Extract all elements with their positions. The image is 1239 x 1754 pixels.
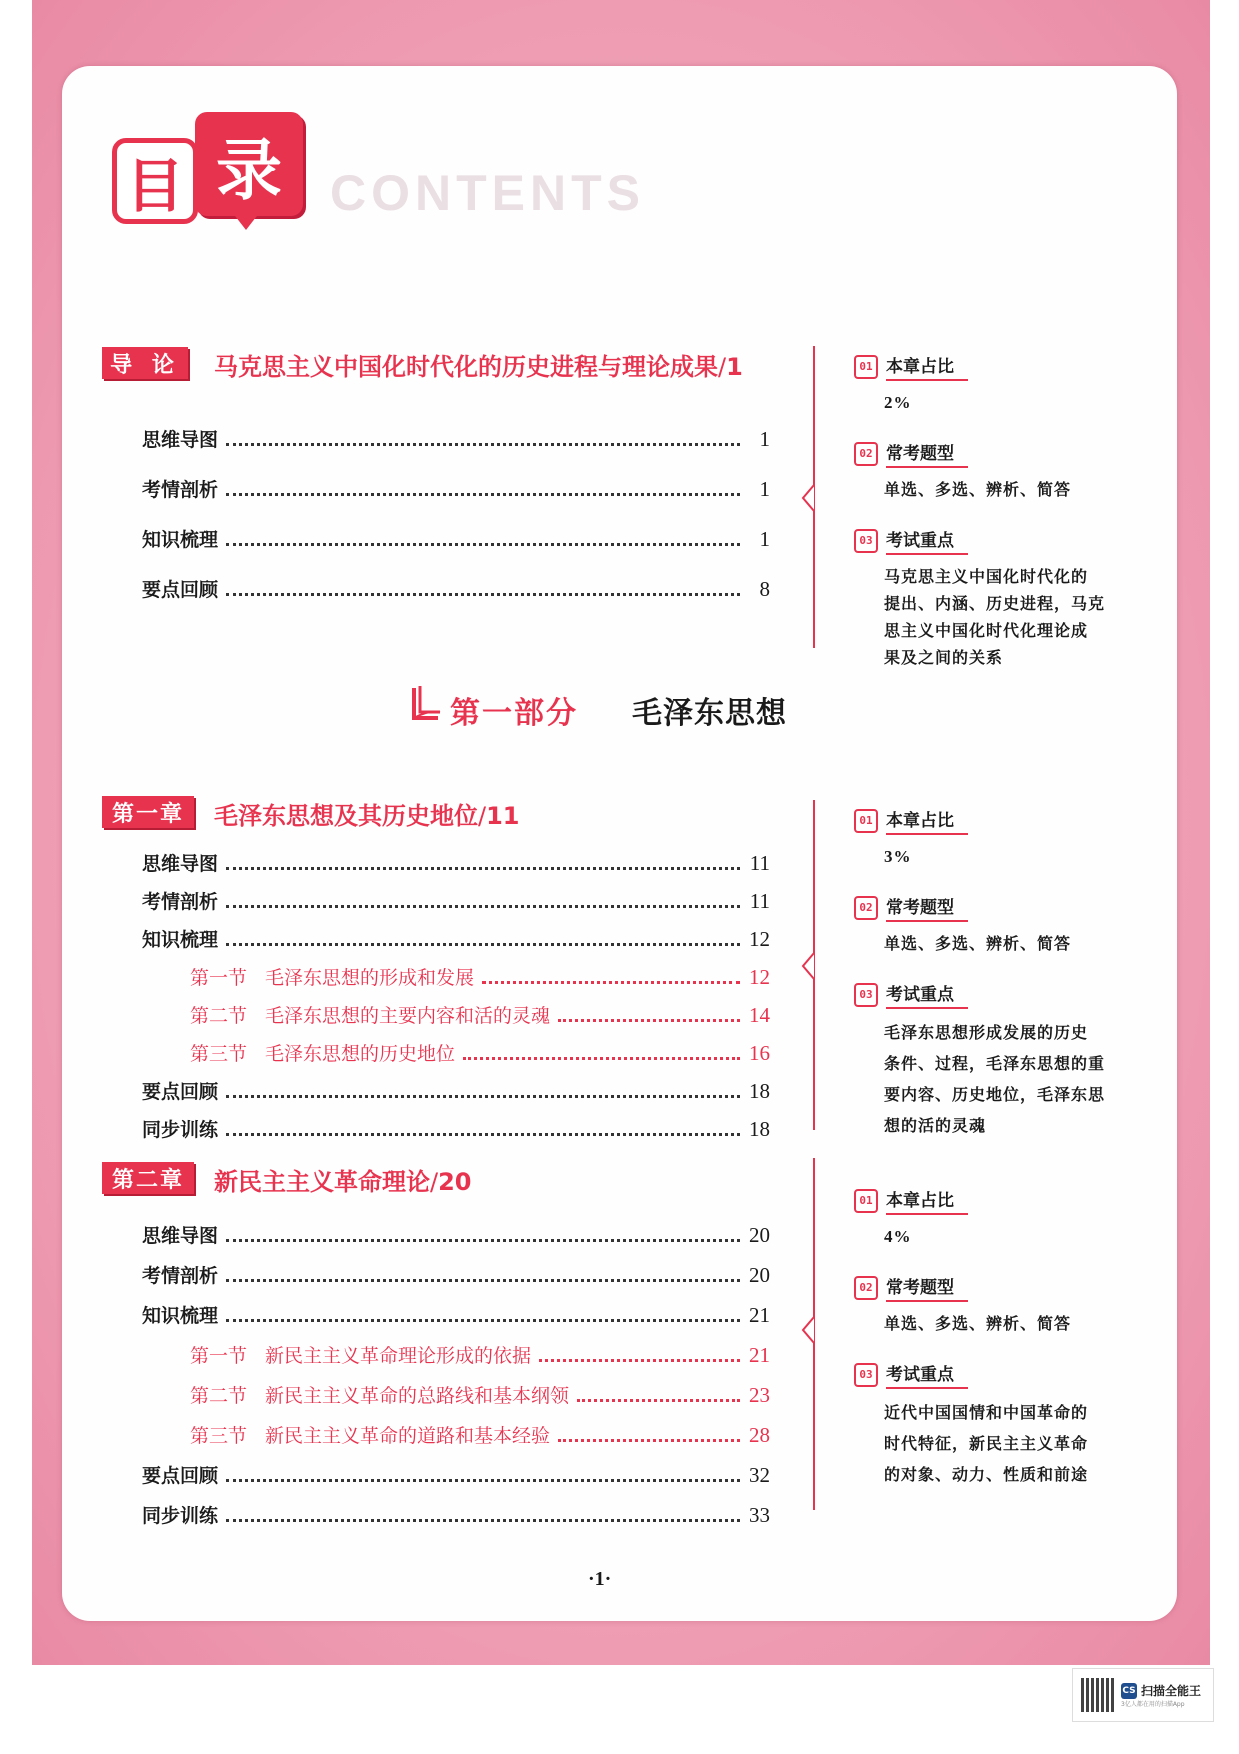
toc-label: 考情剖析 <box>142 891 219 913</box>
title-mu-box <box>112 138 198 224</box>
focus-line: 的对象、动力、性质和前途 <box>884 1465 1089 1484</box>
toc-page: 11 <box>749 851 770 875</box>
badge-01-icon: 01 <box>854 809 878 833</box>
scanner-watermark <box>1072 1668 1214 1722</box>
part-name: 毛泽东思想 <box>632 696 787 731</box>
chapter2-tag: 第二章 <box>102 1162 194 1194</box>
section-label: 毛泽东思想的形成和发展 <box>265 967 475 989</box>
focus-line: 想的活的灵魂 <box>884 1116 987 1135</box>
cs-logo-icon: CS <box>1121 1683 1137 1699</box>
chapter-info-panel <box>854 1186 1114 1512</box>
title-lu-box <box>195 112 303 216</box>
types-label: 常考题型 <box>886 439 968 468</box>
chapter2-title[interactable] <box>214 1162 472 1197</box>
toc-page: 23 <box>749 1383 770 1407</box>
title-separator: / <box>718 353 727 381</box>
toc-page: 32 <box>749 1463 770 1487</box>
badge-02-icon: 02 <box>854 1276 878 1300</box>
focus-line: 果及之间的关系 <box>884 648 1004 667</box>
toc-row[interactable] <box>142 574 770 602</box>
leader-dots <box>558 1019 740 1022</box>
focus-label: 考试重点 <box>886 980 968 1009</box>
section-number: 第一节 <box>190 1345 248 1367</box>
scanner-brand <box>1121 1682 1201 1699</box>
focus-line: 近代中国国情和中国革命的 <box>884 1403 1089 1422</box>
chapter1-tag: 第一章 <box>102 796 194 828</box>
focus-line: 思主义中国化时代化理论成 <box>884 621 1089 640</box>
contents-watermark: CONTENTS <box>330 165 645 221</box>
toc-label: 知识梳理 <box>142 929 219 951</box>
leader-dots <box>226 867 740 870</box>
badge-02-icon: 02 <box>854 896 878 920</box>
leader-dots <box>482 981 740 984</box>
chevron-left-icon <box>801 484 815 512</box>
toc-section-row[interactable] <box>190 1000 770 1028</box>
types-value: 单选、多选、辨析、简答 <box>884 934 1072 953</box>
section-number: 第三节 <box>190 1043 248 1065</box>
focus-value <box>884 563 1114 671</box>
chapter-info-panel <box>854 806 1114 1163</box>
leader-dots <box>226 943 740 946</box>
ratio-label: 本章占比 <box>886 806 968 835</box>
toc-section-row[interactable] <box>190 962 770 990</box>
chevron-left-icon <box>801 1316 815 1344</box>
chapter1-title-page: 11 <box>486 802 520 830</box>
toc-page: 12 <box>749 927 770 951</box>
chapter-info-panel <box>854 352 1114 693</box>
intro-title-text: 马克思主义中国化时代化的历史进程与理论成果 <box>214 353 718 381</box>
toc-page: 11 <box>749 889 770 913</box>
section-label: 毛泽东思想的主要内容和活的灵魂 <box>265 1005 551 1027</box>
intro-tag: 导 论 <box>102 347 188 379</box>
toc-label: 要点回顾 <box>142 579 219 601</box>
toc-row[interactable] <box>142 886 770 914</box>
chapter2-title-page: 20 <box>438 1168 472 1196</box>
ratio-label: 本章占比 <box>886 352 968 381</box>
leader-dots <box>226 443 740 446</box>
section-label: 新民主主义革命的总路线和基本纲领 <box>265 1385 570 1407</box>
toc-page: 20 <box>749 1223 770 1247</box>
toc-page: 33 <box>749 1503 770 1527</box>
toc-label: 考情剖析 <box>142 479 219 501</box>
intro-title-page: 1 <box>726 353 743 381</box>
leader-dots <box>226 1479 740 1482</box>
toc-label: 思维导图 <box>142 853 219 875</box>
types-heading <box>854 439 1114 468</box>
chevron-left-icon <box>801 952 815 980</box>
focus-line: 毛泽东思想形成发展的历史 <box>884 1023 1089 1042</box>
book-icon <box>410 684 444 724</box>
title-mu: 目 <box>125 152 184 220</box>
ratio-heading <box>854 1186 1114 1215</box>
toc-row[interactable] <box>142 1300 770 1328</box>
section-number: 第二节 <box>190 1385 248 1407</box>
toc-page: 1 <box>759 477 770 501</box>
badge-03-icon: 03 <box>854 983 878 1007</box>
toc-label: 同步训练 <box>142 1505 219 1527</box>
leader-dots <box>226 543 740 546</box>
toc-label: 思维导图 <box>142 429 219 451</box>
toc-label: 考情剖析 <box>142 1265 219 1287</box>
focus-heading <box>854 526 1114 555</box>
toc-label: 知识梳理 <box>142 529 219 551</box>
focus-label: 考试重点 <box>886 526 968 555</box>
toc-label: 要点回顾 <box>142 1081 219 1103</box>
leader-dots <box>226 593 740 596</box>
leader-dots <box>558 1439 740 1442</box>
toc-row[interactable] <box>142 424 770 452</box>
leader-dots <box>226 1133 740 1136</box>
focus-value <box>884 1397 1114 1490</box>
leader-dots <box>226 1239 740 1242</box>
toc-label: 知识梳理 <box>142 1305 219 1327</box>
ratio-value: 4% <box>884 1227 912 1246</box>
ratio-value: 2% <box>884 393 912 412</box>
types-heading <box>854 893 1114 922</box>
toc-row[interactable] <box>142 1260 770 1288</box>
section-number: 第一节 <box>190 967 248 989</box>
types-label: 常考题型 <box>886 893 968 922</box>
toc-row[interactable] <box>142 1220 770 1248</box>
toc-row[interactable] <box>142 524 770 552</box>
toc-row[interactable] <box>142 474 770 502</box>
types-value: 单选、多选、辨析、简答 <box>884 1314 1072 1333</box>
ratio-heading <box>854 806 1114 835</box>
title-lu: 录 <box>216 131 282 209</box>
leader-dots <box>226 1319 740 1322</box>
toc-page: 1 <box>759 427 770 451</box>
toc-row[interactable] <box>142 1460 770 1488</box>
types-value: 单选、多选、辨析、简答 <box>884 480 1072 499</box>
focus-line: 提出、内涵、历史进程，马克 <box>884 594 1106 613</box>
focus-heading <box>854 980 1114 1009</box>
toc-row[interactable] <box>142 1500 770 1528</box>
leader-dots <box>226 905 740 908</box>
section-number: 第三节 <box>190 1425 248 1447</box>
badge-01-icon: 01 <box>854 355 878 379</box>
toc-page: 21 <box>749 1303 770 1327</box>
badge-03-icon: 03 <box>854 1363 878 1387</box>
toc-page: 1 <box>759 527 770 551</box>
section-label: 毛泽东思想的历史地位 <box>265 1043 456 1065</box>
toc-page: 18 <box>749 1117 770 1141</box>
toc-page: 8 <box>759 577 770 601</box>
focus-line: 马克思主义中国化时代化的 <box>884 567 1089 586</box>
badge-01-icon: 01 <box>854 1189 878 1213</box>
section-label: 新民主主义革命理论形成的依据 <box>265 1345 532 1367</box>
ratio-value: 3% <box>884 847 912 866</box>
toc-row[interactable] <box>142 1114 770 1142</box>
focus-heading <box>854 1360 1114 1389</box>
scanner-text <box>1121 1682 1201 1708</box>
leader-dots <box>577 1399 740 1402</box>
page-number: ·1· <box>588 1568 612 1590</box>
toc-page: 18 <box>749 1079 770 1103</box>
section-number: 第二节 <box>190 1005 248 1027</box>
toc-row[interactable] <box>142 848 770 876</box>
title-separator: / <box>478 802 487 830</box>
intro-title[interactable] <box>214 347 743 382</box>
toc-page: 16 <box>749 1041 770 1065</box>
chapter1-title[interactable] <box>214 796 520 831</box>
toc-page: 28 <box>749 1423 770 1447</box>
leader-dots <box>539 1359 740 1362</box>
part-number: 第一部分 <box>450 696 578 731</box>
types-label: 常考题型 <box>886 1273 968 1302</box>
focus-label: 考试重点 <box>886 1360 968 1389</box>
leader-dots <box>226 1519 740 1522</box>
qr-code-icon <box>1081 1678 1115 1712</box>
section-label: 新民主主义革命的道路和基本经验 <box>265 1425 551 1447</box>
types-heading <box>854 1273 1114 1302</box>
scanner-slogan: 3亿人都在用的扫描App <box>1121 1701 1185 1708</box>
toc-row[interactable] <box>142 1076 770 1104</box>
toc-section-row[interactable] <box>190 1380 770 1408</box>
leader-dots <box>463 1057 740 1060</box>
ratio-heading <box>854 352 1114 381</box>
toc-page: 20 <box>749 1263 770 1287</box>
toc-section-row[interactable] <box>190 1420 770 1448</box>
focus-value <box>884 1017 1114 1141</box>
title-separator: / <box>430 1168 439 1196</box>
badge-03-icon: 03 <box>854 529 878 553</box>
toc-row[interactable] <box>142 924 770 952</box>
chapter1-title-text: 毛泽东思想及其历史地位 <box>214 802 478 830</box>
leader-dots <box>226 1279 740 1282</box>
leader-dots <box>226 493 740 496</box>
toc-label: 思维导图 <box>142 1225 219 1247</box>
toc-page: 12 <box>749 965 770 989</box>
badge-02-icon: 02 <box>854 442 878 466</box>
scanner-name: 扫描全能王 <box>1141 1684 1202 1698</box>
toc-section-row[interactable] <box>190 1038 770 1066</box>
ratio-label: 本章占比 <box>886 1186 968 1215</box>
focus-line: 时代特征，新民主主义革命 <box>884 1434 1089 1453</box>
speech-tail-icon <box>232 212 260 230</box>
focus-line: 要内容、历史地位，毛泽东思 <box>884 1085 1106 1104</box>
chapter2-title-text: 新民主主义革命理论 <box>214 1168 430 1196</box>
focus-line: 条件、过程，毛泽东思想的重 <box>884 1054 1106 1073</box>
toc-section-row[interactable] <box>190 1340 770 1368</box>
leader-dots <box>226 1095 740 1098</box>
toc-page: 14 <box>749 1003 770 1027</box>
toc-page: 21 <box>749 1343 770 1367</box>
toc-label: 要点回顾 <box>142 1465 219 1487</box>
toc-label: 同步训练 <box>142 1119 219 1141</box>
